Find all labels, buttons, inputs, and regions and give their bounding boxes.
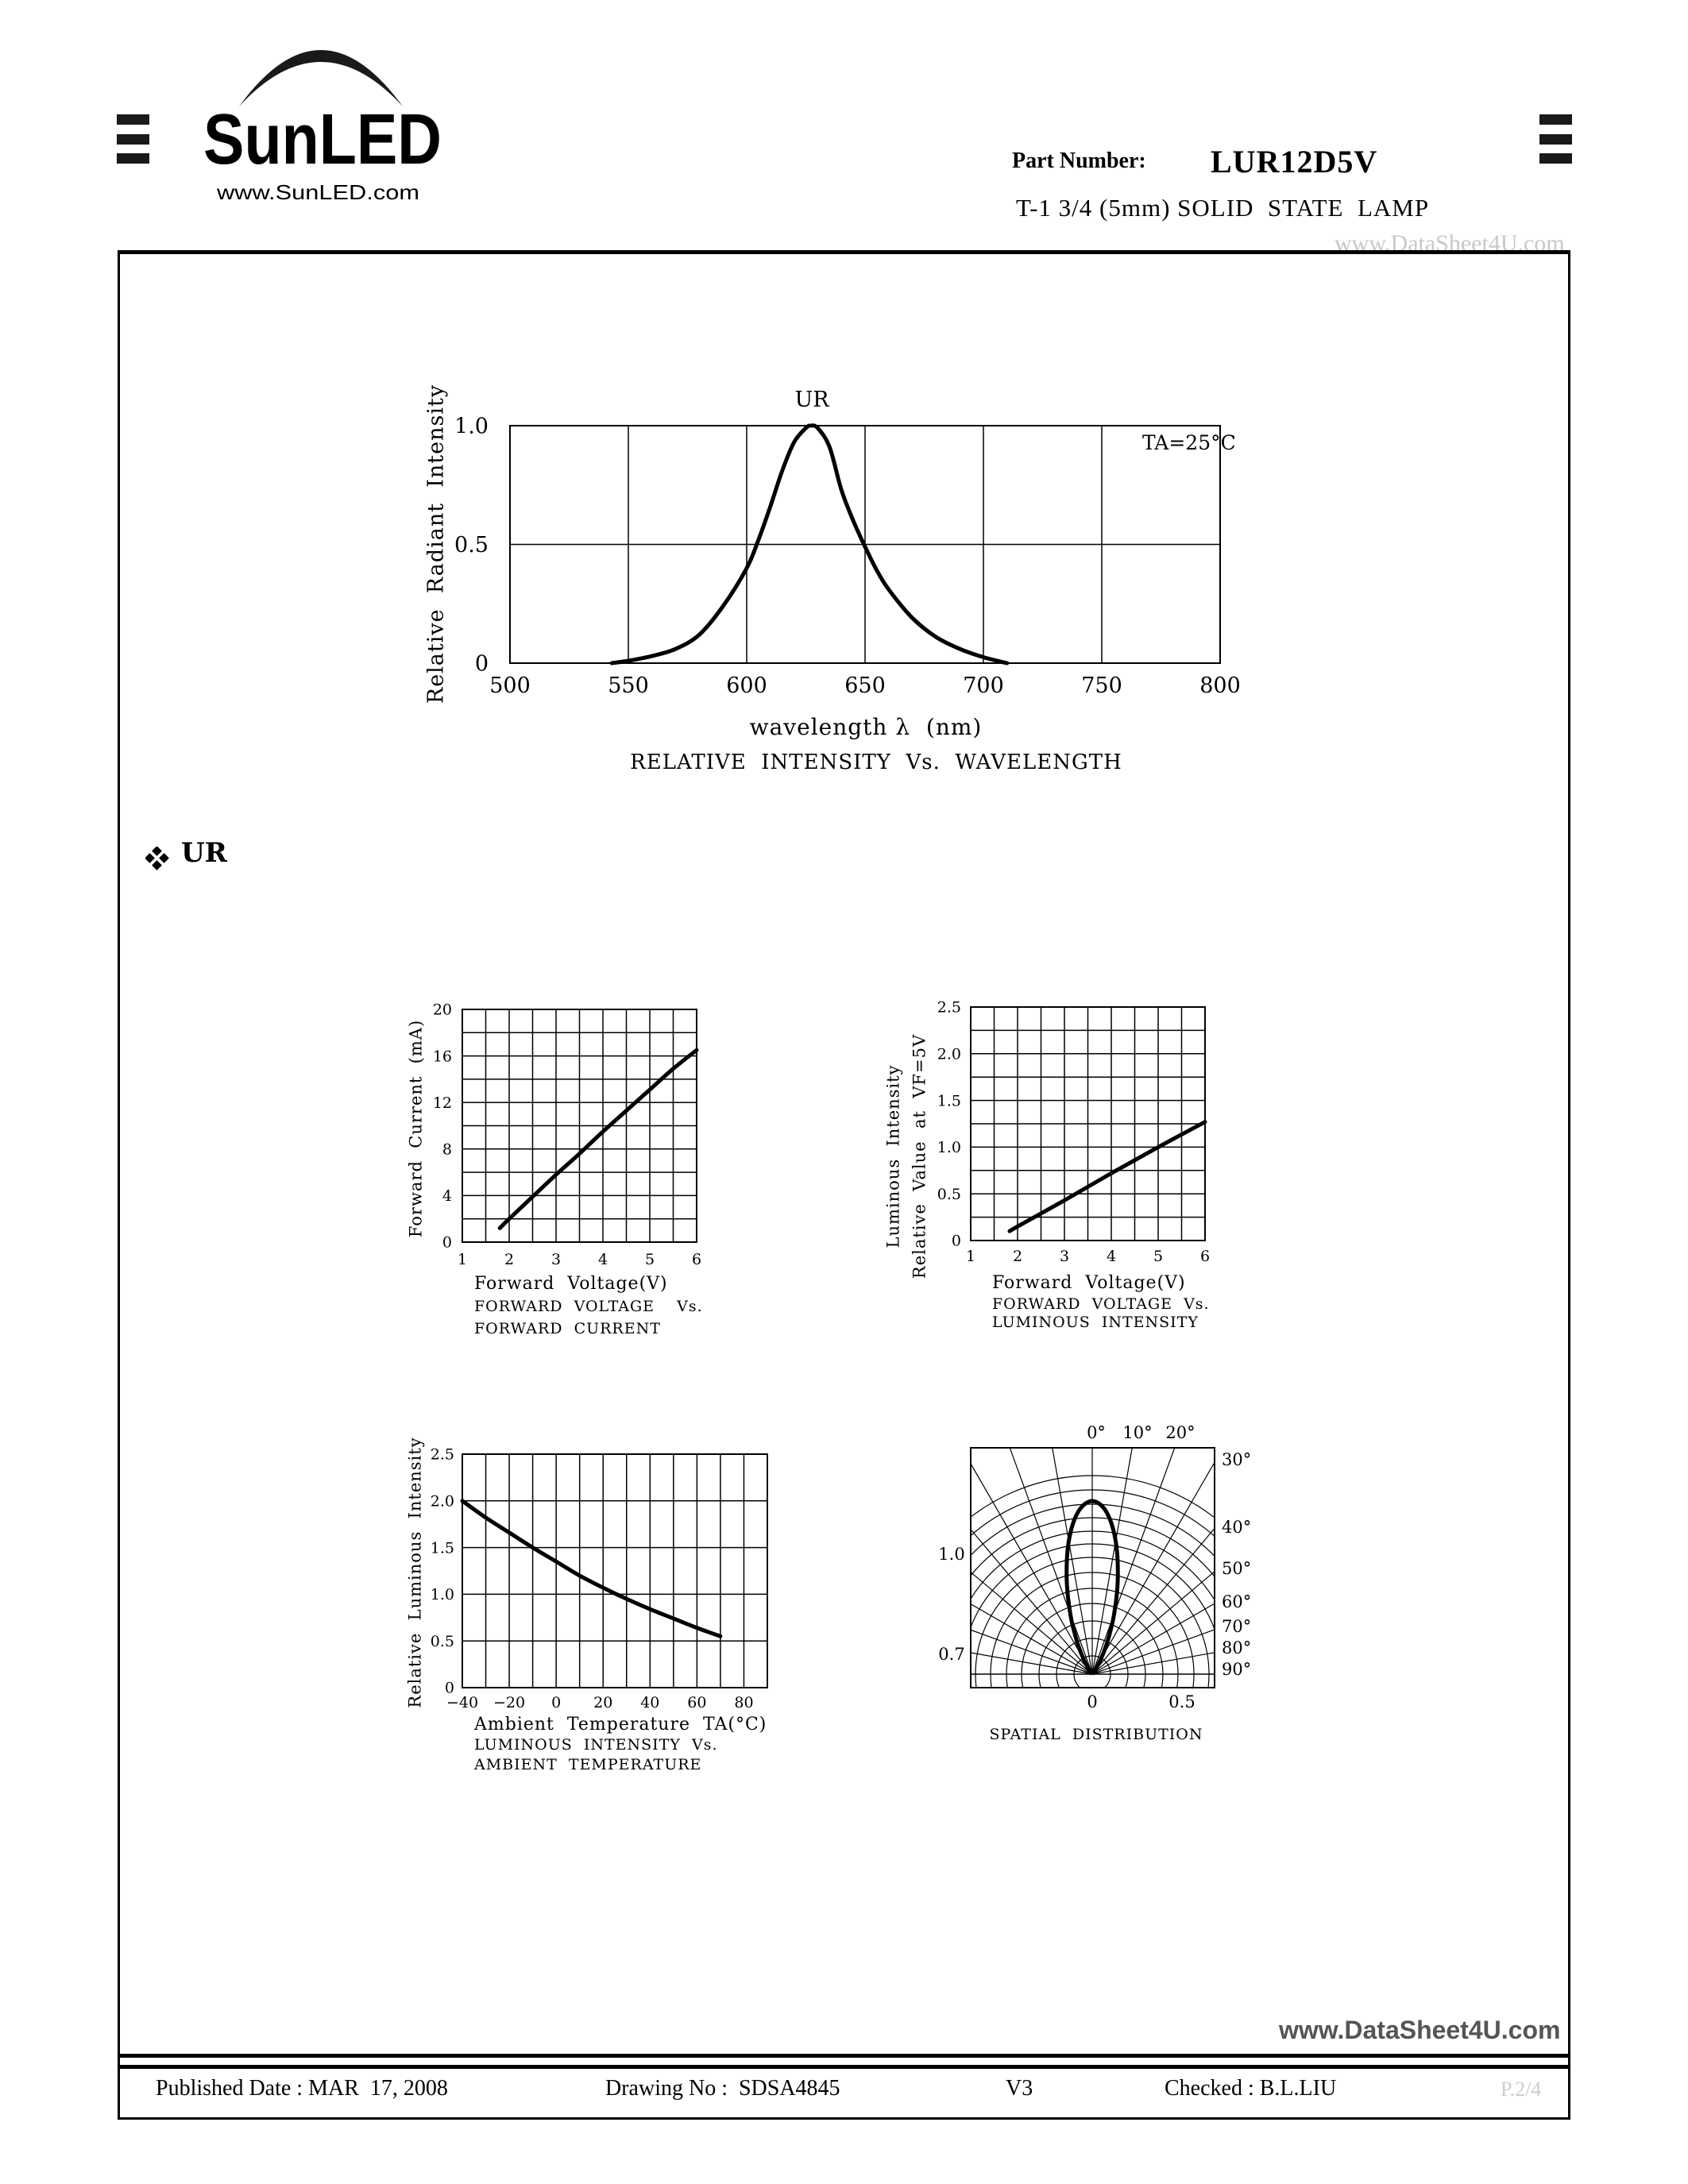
- x-tick-label: 650: [844, 673, 886, 698]
- polar-grid-ray: [1092, 1592, 1562, 1674]
- angle-label: 20°: [1165, 1423, 1196, 1442]
- angle-label: 10°: [1122, 1423, 1153, 1442]
- footer-watermark: www.DataSheet4U.com: [1279, 2016, 1561, 2044]
- y-tick-label: 2.0: [937, 1045, 961, 1063]
- y-tick-label: 2.5: [937, 998, 961, 1017]
- series-curve: [462, 1501, 720, 1637]
- angle-label: 50°: [1222, 1559, 1252, 1578]
- angle-label: 40°: [1222, 1518, 1252, 1537]
- radius-label: 0: [1087, 1692, 1098, 1711]
- polar-grid-ray: [1092, 1511, 1540, 1674]
- angle-label: 30°: [1222, 1450, 1252, 1469]
- radius-label: 0.7: [938, 1645, 965, 1664]
- x-tick-label: 40: [640, 1694, 660, 1711]
- polar-grid-ray: [786, 1309, 1092, 1674]
- polar-grid-ray: [644, 1511, 1092, 1674]
- y-tick-label: 0.5: [430, 1632, 454, 1650]
- chart-title: LUMINOUS INTENSITY: [992, 1314, 1199, 1331]
- y-tick-label: 4: [442, 1187, 452, 1206]
- y-tick-label: 2.5: [430, 1445, 454, 1464]
- y-tick-label: 1.5: [430, 1539, 454, 1557]
- x-tick-label: 700: [963, 673, 1004, 698]
- chart-title: SPATIAL DISTRIBUTION: [989, 1726, 1203, 1743]
- series-label: UR: [794, 388, 829, 412]
- x-tick-label: 3: [550, 1251, 562, 1268]
- drawing-number: Drawing No : SDSA4845: [605, 2076, 840, 2101]
- y-tick-label: 1.0: [454, 414, 489, 439]
- chart-title: LUMINOUS INTENSITY Vs.: [474, 1736, 718, 1754]
- x-tick-label: 3: [1059, 1248, 1070, 1265]
- chart-1: [406, 1001, 702, 1337]
- angle-label: 60°: [1222, 1592, 1252, 1611]
- y-tick-label: 1.5: [937, 1092, 961, 1110]
- x-tick-label: 4: [1106, 1248, 1117, 1265]
- x-tick-label: 6: [691, 1251, 702, 1268]
- y-axis-label: Luminous Intensity: [883, 1064, 903, 1248]
- x-tick-label: 750: [1081, 673, 1122, 698]
- y-axis-label: Relative Radiant Intensity: [423, 384, 449, 704]
- radius-label: 1.0: [938, 1545, 965, 1564]
- version: V3: [1006, 2076, 1033, 2101]
- x-tick-label: −40: [446, 1694, 479, 1711]
- angle-label: 70°: [1222, 1617, 1252, 1636]
- angle-label: 90°: [1222, 1660, 1252, 1679]
- y-tick-label: 0.5: [937, 1185, 961, 1203]
- part-number-label: Part Number:: [1012, 149, 1146, 173]
- y-tick-label: 12: [432, 1094, 452, 1112]
- x-axis-label: Forward Voltage(V): [474, 1274, 668, 1294]
- y-tick-label: 16: [432, 1048, 452, 1066]
- x-tick-label: 60: [687, 1694, 707, 1711]
- watermark-text: www.DataSheet4U.com: [1335, 230, 1565, 257]
- x-tick-label: 5: [1153, 1248, 1164, 1265]
- chart-title: FORWARD VOLTAGE Vs.: [992, 1295, 1210, 1313]
- x-axis-label: wavelength λ (nm): [749, 714, 983, 740]
- x-tick-label: 600: [726, 673, 767, 698]
- x-tick-label: 1: [965, 1248, 976, 1265]
- x-tick-label: 2: [504, 1251, 515, 1268]
- polar-grid-ray: [1092, 1368, 1458, 1674]
- y-tick-label: 20: [432, 1001, 452, 1019]
- page-number: P.2/4: [1501, 2078, 1542, 2101]
- x-axis-label: Forward Voltage(V): [992, 1273, 1186, 1293]
- angle-label: 0°: [1087, 1423, 1106, 1442]
- x-tick-label: 4: [597, 1251, 608, 1268]
- chart-title: FORWARD CURRENT: [474, 1320, 661, 1337]
- logo-text: SunLED: [203, 100, 442, 179]
- y-tick-label: 2.0: [430, 1492, 454, 1511]
- x-tick-label: −20: [493, 1694, 526, 1711]
- y-tick-label: 0: [444, 1679, 454, 1697]
- x-tick-label: 0: [551, 1694, 562, 1711]
- radius-label: 0.5: [1168, 1692, 1196, 1711]
- x-tick-label: 500: [489, 673, 531, 698]
- y-tick-label: 8: [442, 1140, 452, 1159]
- y-tick-label: 1.0: [937, 1139, 961, 1157]
- x-tick-label: 2: [1012, 1248, 1023, 1265]
- published-date: Published Date : MAR 17, 2008: [156, 2076, 448, 2101]
- y-tick-label: 1.0: [430, 1586, 454, 1604]
- logo-website: www.SunLED.com: [215, 180, 419, 204]
- checked-by: Checked : B.L.LIU: [1165, 2076, 1337, 2101]
- x-tick-label: 6: [1199, 1248, 1211, 1265]
- y-tick-label: 0: [474, 651, 489, 677]
- polar-grid-ray: [679, 1436, 1092, 1674]
- x-tick-label: 80: [734, 1694, 754, 1711]
- polar-grid-ray: [623, 1592, 1092, 1674]
- y-tick-label: 0: [951, 1232, 961, 1250]
- x-axis-label: Ambient Temperature TA(°C): [474, 1715, 767, 1734]
- series-curve: [500, 1050, 697, 1228]
- chart-3: [405, 1437, 767, 1773]
- chart-title: FORWARD VOLTAGE Vs.: [474, 1298, 703, 1315]
- x-tick-label: 800: [1199, 673, 1241, 698]
- y-axis-label: Relative Value at VF=5V: [910, 1033, 929, 1279]
- section-title: UR: [181, 837, 227, 869]
- y-tick-label: 0: [442, 1233, 452, 1252]
- chart-2: [883, 999, 1210, 1331]
- product-description: T-1 3/4 (5mm) SOLID STATE LAMP: [1016, 194, 1430, 222]
- temperature-annotation: TA=25°C: [1142, 431, 1236, 454]
- polar-grid-ray: [727, 1368, 1092, 1674]
- chart-title: AMBIENT TEMPERATURE: [474, 1756, 702, 1773]
- y-tick-label: 0.5: [454, 532, 489, 558]
- chart-0: [423, 384, 1240, 774]
- x-tick-label: 5: [644, 1251, 655, 1268]
- polar-grid-ray: [1092, 1436, 1505, 1674]
- plot-area-border: [462, 1454, 767, 1688]
- chart-title: RELATIVE INTENSITY Vs. WAVELENGTH: [630, 751, 1122, 774]
- y-axis-label: Relative Luminous Intensity: [405, 1437, 425, 1708]
- x-tick-label: 20: [593, 1694, 613, 1711]
- x-tick-label: 1: [457, 1251, 468, 1268]
- x-tick-label: 550: [608, 673, 649, 698]
- angle-label: 80°: [1222, 1638, 1252, 1657]
- series-curve: [1010, 1122, 1205, 1232]
- part-number-value: LUR12D5V: [1211, 144, 1378, 179]
- y-axis-label: Forward Current (mA): [406, 1019, 426, 1238]
